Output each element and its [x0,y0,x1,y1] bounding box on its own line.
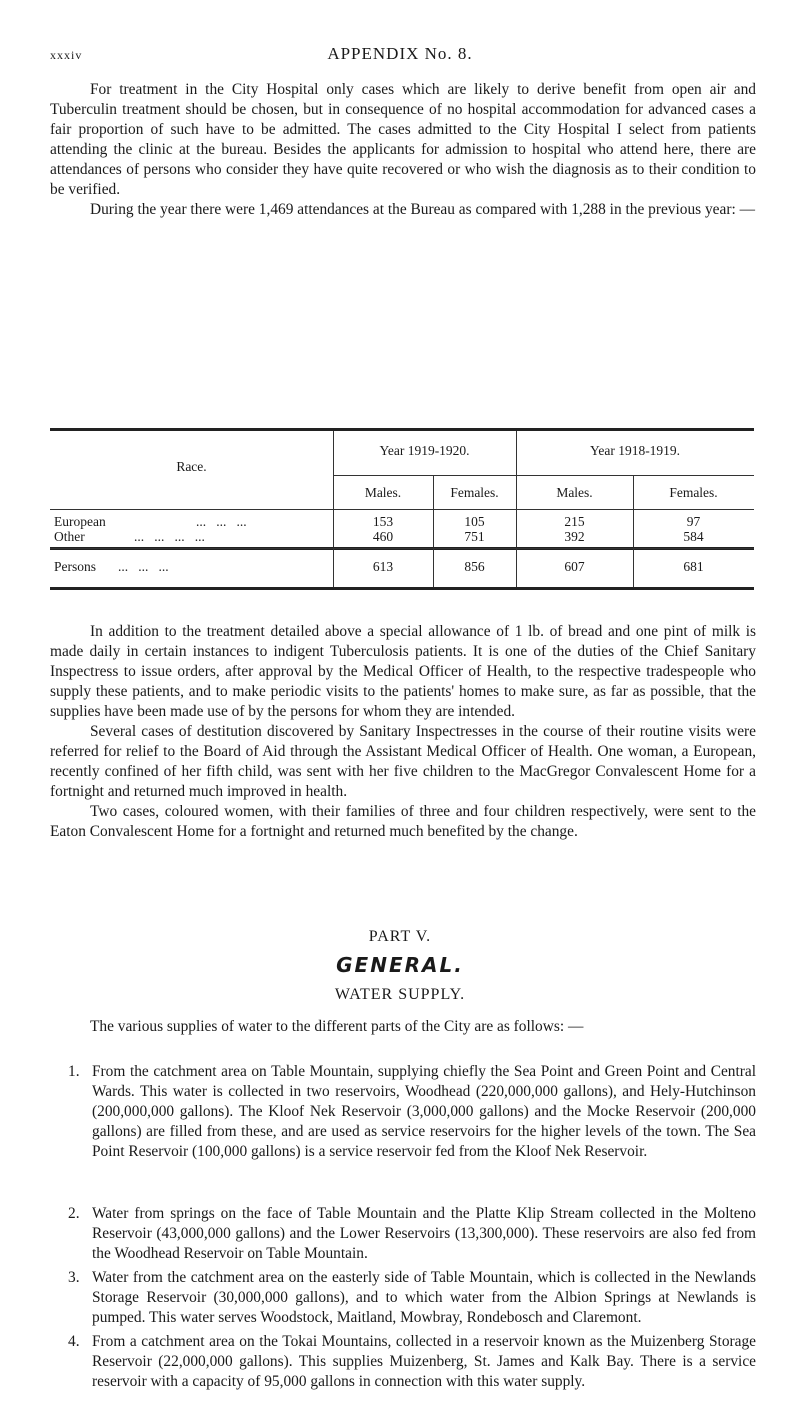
row-label-persons: Persons ... ... ... [54,559,169,574]
persons-females-1918: 681 [683,559,704,574]
item-number: 2. [68,1205,80,1222]
persons-total-row [50,548,754,590]
intro-paragraph-1: For treatment in the City Hospital only cases which are likely to derive benefit from open air and Tuberculin treatment should be chosen, but in consequence of no hospital accommodation for advanced cases a fair proportion of such have to be admitted. The cases admitted to the City Hospital I select from patients attending the clinic at the bureau. Besides the applicants for admission to hospital who attend here, there are attendances of persons who consider they have quite recovered or who wish the diagnosis as to their condition to be verified. [50,81,756,198]
year-1918-1919-header: Year 1918-1919. [589,443,681,458]
running-title: APPENDIX No. 8. [327,44,473,63]
other-females-1919: 751 [464,529,485,544]
european-females-1918: 97 [686,514,701,529]
item-text: From a catchment area on the Tokai Mountains, collected in a reservoir known as the Muizenberg Storage Reservoir (22,000,000 gallons). This supplies Muizenberg, St. James and Kalk Bay. There is a service reservoir with a capacity of 95,000 gallons in connection with this water supply. [92,1333,756,1390]
after-table-text [50,622,756,842]
year-1919-1920-header: Year 1919-1920. [379,443,470,458]
item-number: 1. [68,1063,80,1080]
item-number: 4. [68,1333,80,1350]
water-item-3 [50,1268,756,1328]
water-intro: The various supplies of water to the different parts of the City are as follows: — [90,1018,584,1035]
other-males-1918: 392 [564,529,585,544]
item-text: Water from the catchment area on the easterly side of Table Mountain, which is collected in the Newlands Storage Reservoir (30,000,000 gallons), and to which water from the Albion Springs at Newlands is pumped. This water serves Woodstock, Maitland, Mowbray, Rondebosch and Claremont. [92,1269,756,1326]
paragraph-coloured-women: Two cases, coloured women, with their families of three and four children respectively, were sent to the Eaton Convalescent Home for a fortnight and returned much benefited by the change. [50,803,756,840]
attendance-table [50,428,754,550]
item-number: 3. [68,1269,80,1286]
water-supply-title: WATER SUPPLY. [334,986,466,1003]
other-males-1919: 460 [372,529,394,544]
paragraph-bread-milk: In addition to the treatment detailed above a special allowance of 1 lb. of bread and one pint of milk is made daily in certain instances to indigent Tuberculosis patients. It is one of the duties of the Chief Sanitary Inspectress to issue orders, after approval by the Medical Officer of Health, to the respective tradespeople who supply these patients, and to make periodic visits to the patients' homes to make sure, as far as possible, that the supplies have been made use of by the persons for whom they are intended. [50,623,756,720]
intro-paragraph-2: During the year there were 1,469 attendances at the Bureau as compared with 1,288 in the previous year: — [90,201,755,218]
european-females-1919: 105 [464,514,485,529]
item-text: Water from springs on the face of Table Mountain and the Platte Klip Stream collected in the Molteno Reservoir (43,000,000 gallons) and the Lower Reservoirs (13,300,000). These reservoirs are also fed from the Woodhead Reservoir on Table Mountain. [92,1205,756,1262]
item-text: From the catchment area on Table Mountain, supplying chiefly the Sea Point and Green Point and Central Wards. This water is collected in two reservoirs, Woodhead (220,000,000 gallons), and Hely-Hutchinson (200,000,000 gallons). The Kloof Nek Reservoir (3,000,000 gallons) and the Mocke Reservoir (200,000 gallons) are filled from these, and are used as service reservoirs for the higher levels of the town. The Sea Point Reservoir (100,000 gallons) is a service reservoir fed from the Kloof Nek Reservoir. [92,1063,756,1160]
european-males-1918: 215 [564,514,585,529]
water-item-1 [50,1062,756,1162]
row-label-european: European ... ... ... [54,514,247,529]
general-title: GENERAL. [336,953,464,977]
european-males-1919: 153 [372,514,394,529]
race-header: Race. [176,459,207,474]
other-females-1918: 584 [683,529,704,544]
page-header [50,44,750,66]
intro-text [50,80,756,220]
persons-males-1919: 613 [372,559,394,574]
part-title: PART V. [368,928,432,945]
males-header-2: Males. [556,485,593,500]
paragraph-destitution: Several cases of destitution discovered by Sanitary Inspectresses in the course of their routine visits were referred for relief to the Board of Aid through the Assistant Medical Officer of Health. One woman, a European, recently confined of her fifth child, was sent with her five children to the MacGregor Convalescent Home for a fortnight and returned much improved in health. [50,723,756,800]
water-item-4 [50,1332,756,1392]
page-number: xxxiv [50,48,83,62]
row-label-other: Other ... ... ... ... [54,529,205,544]
persons-males-1918: 607 [564,559,585,574]
males-header-1: Males. [364,485,402,500]
females-header-2: Females. [669,485,718,500]
water-item-2 [50,1204,756,1264]
females-header-1: Females. [450,485,499,500]
persons-females-1919: 856 [464,559,485,574]
